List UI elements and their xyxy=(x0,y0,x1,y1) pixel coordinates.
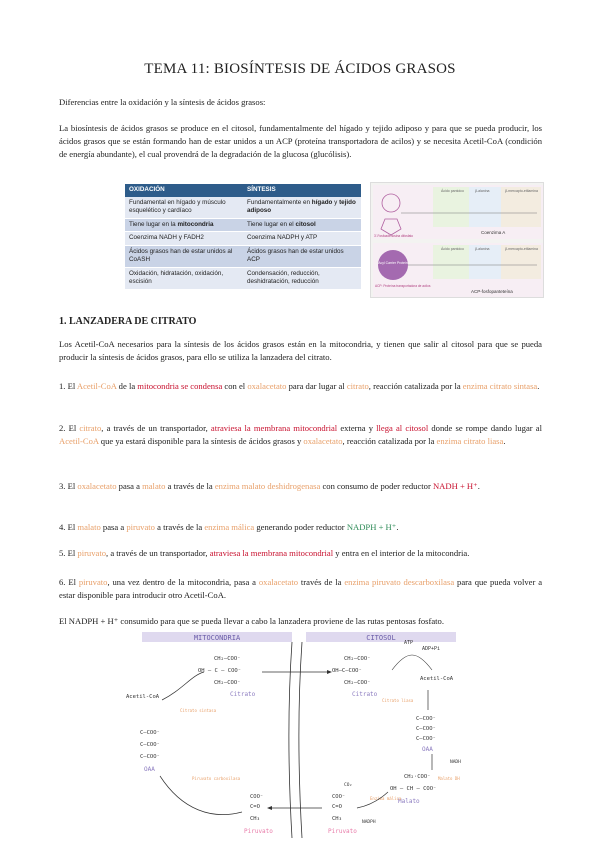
page-title: TEMA 11: BIOSÍNTESIS DE ÁCIDOS GRASOS xyxy=(144,61,456,77)
membrane-line-1 xyxy=(289,642,292,838)
piruvato-right-label: Piruvato xyxy=(328,828,357,835)
step-3: 3. El oxalacetato pasa a malato a través de la enzima malato deshidrogenasa con consumo de poder reductor NADH + H⁺. xyxy=(59,481,480,491)
nadph-label: NADPH xyxy=(362,820,376,825)
header-alanine-2: β-alanina xyxy=(475,247,490,251)
enz-malica-label: Enzima málica xyxy=(370,796,402,801)
cyto-label: CITOSOL xyxy=(366,634,396,642)
table-row xyxy=(125,245,361,267)
acp-label: ACP-fosfopanteteína xyxy=(471,289,513,294)
structure-text: C–COO⁻ xyxy=(416,716,436,722)
adp-label: ADP+Pi xyxy=(422,646,441,652)
comparison-table xyxy=(125,184,361,290)
citrate-shuttle-svg xyxy=(122,630,478,840)
atp-label: ATP xyxy=(404,640,414,646)
header-mercapto: β-mercapto-etilamina xyxy=(505,189,538,193)
structure-text: C–COO⁻ xyxy=(140,730,160,736)
diphosphate-label: 3'-Fosfoadenosina difosfato xyxy=(374,234,414,238)
structure-text: C–COO⁻ xyxy=(140,742,160,748)
structure-text: COO⁻ xyxy=(250,794,264,800)
header-mercapto-2: β-mercapto-etilamina xyxy=(505,247,538,251)
table-header-sintesis: SÍNTESIS xyxy=(243,184,361,197)
liasa-arrow xyxy=(392,655,432,670)
structure-text: C=O xyxy=(332,804,342,810)
acp-protein-circle xyxy=(378,250,408,280)
table-cell: Ácidos grasos han de estar unidos al CoASH xyxy=(125,245,243,267)
coa-label: Coenzima A xyxy=(481,230,506,235)
malato-label: Malato xyxy=(398,798,420,805)
oaa-left-label: OAA xyxy=(144,766,155,773)
header-pantoic: Ácido pantoico xyxy=(441,189,464,193)
table-cell: Ácidos grasos han de estar unidos ACP xyxy=(243,245,361,267)
sintasa-arrow xyxy=(162,672,204,700)
table-row xyxy=(125,218,361,232)
table-row xyxy=(125,267,361,289)
table-cell: Condensación, reducción, deshidratación, reducción xyxy=(243,267,361,289)
acp-protein-label: Acyl Carrier Protein xyxy=(378,261,408,265)
intro-text: Diferencias entre la oxidación y la síntesis de ácidos grasos: xyxy=(59,97,266,107)
table-cell: Oxidación, hidratación, oxidación, escisión xyxy=(125,267,243,289)
step-2: 2. El citrato, a través de un transportador, atraviesa la membrana mitocondrial externa y llega al citosol donde se rompe dando lugar al Acetil-CoA que ya estará disponible para la síntesis de ácidos grasos y oxalacetato, reacción catalizada por la enzima citrato liasa. xyxy=(59,423,542,446)
structure-text: C=O xyxy=(250,804,260,810)
table-cell: Fundamental en hígado y músculo esquelético y cardíaco xyxy=(125,197,243,219)
structure-text: CH₂–COO⁻ xyxy=(214,656,241,662)
citrate-shuttle-diagram xyxy=(122,630,478,840)
structure-text: CH₂–COO⁻ xyxy=(344,656,371,662)
enz-malato-label: Malato DH xyxy=(438,776,460,781)
structure-text: C–COO⁻ xyxy=(416,736,436,742)
table-cell: Coenzima NADPH y ATP xyxy=(243,232,361,246)
structure-text: C–COO⁻ xyxy=(140,754,160,760)
structure-text: CH₂·COO⁻ xyxy=(404,774,431,780)
step-5: 5. El piruvato, a través de un transportador, atraviesa la membrana mitocondrial y entra en el interior de la mitocondria. xyxy=(59,548,470,558)
alanine-band xyxy=(469,187,501,227)
structure-text: C–COO⁻ xyxy=(416,726,436,732)
acetil-right-label: Acetil-CoA xyxy=(420,676,454,682)
citrato-right-label: Citrato xyxy=(352,691,378,698)
table-cell: Fundamentalmente en hígado y tejido adiposo xyxy=(243,197,361,219)
step-1: 1. El Acetil-CoA de la mitocondria se condensa con el oxalacetato para dar lugar al citrato, reacción catalizada por la enzima citrato sintasa. xyxy=(59,381,540,391)
enz-liasa-label: Citrato liasa xyxy=(382,698,414,703)
step-6: 6. El piruvato, una vez dentro de la mitocondria, pasa a oxalacetato través de la enzima piruvato descarboxilasa para que pueda volver a estar disponible para introducir otro Acetil-CoA. xyxy=(59,577,543,600)
structure-text: OH – CH – COO⁻ xyxy=(390,786,437,792)
table-cell: Tiene lugar en la mitocondria xyxy=(125,218,243,232)
header-alanine: β-alanina xyxy=(475,189,490,193)
nadph-note: El NADPH + H⁺ consumido para que se pueda llevar a cabo la lanzadera proviene de las rutas pentosas fosfato. xyxy=(59,616,444,626)
section-heading: 1. LANZADERA DE CITRATO xyxy=(59,316,197,327)
pantoic-band xyxy=(433,187,469,227)
coenzyme-figure xyxy=(370,182,544,298)
paragraph-intro: La biosíntesis de ácidos grasos se produce en el citosol, fundamentalmente del hígado y tejido adiposo y para que se pueda producir, los ácidos grasos que se están formando han de estar unidos a un ACP (proteína transportadora de acilos) y se necesita Acetil-CoA (condición de energía abundante), el cual provendrá de la degradación de la glucosa (glucólisis). xyxy=(59,123,542,159)
co2-label: CO₂ xyxy=(344,783,353,788)
mercapto-band xyxy=(501,187,541,227)
table-header-row xyxy=(125,184,361,197)
step-4: 4. El malato pasa a piruvato a través de la enzima málica generando poder reductor NADPH + H⁺. xyxy=(59,522,399,532)
membrane-line-2 xyxy=(299,642,302,838)
arrow-head xyxy=(267,806,272,810)
coenzyme-figure-svg xyxy=(371,183,545,299)
structure-text: OH–C–COO⁻ xyxy=(332,668,362,674)
citrato-left-label: Citrato xyxy=(230,691,256,698)
acetil-left-label: Acetil-CoA xyxy=(126,694,160,700)
acp-caption: ACP: Proteína transportadora de acilos xyxy=(375,284,431,288)
structure-text: CH₃ xyxy=(250,816,260,822)
table-header-oxidacion: OXIDACIÓN xyxy=(125,184,243,197)
header-pantoic-2: Ácido pantoico xyxy=(441,247,464,251)
structure-text: CH₂–COO⁻ xyxy=(344,680,371,686)
structure-text: CH₂–COO⁻ xyxy=(214,680,241,686)
enz-sintasa-label: Citrato sintasa xyxy=(180,708,217,713)
nadh-label: NADH xyxy=(450,760,461,765)
piruvato-left-label: Piruvato xyxy=(244,828,273,835)
mito-label: MITOCONDRIA xyxy=(193,634,241,642)
oaa-right-label: OAA xyxy=(422,746,433,753)
section-intro: Los Acetil-CoA necesarios para la síntesis de los ácidos grasos están en la mitocondria, y tienen que salir al citosol para que se pueda producir la síntesis de ácidos grasos, para ello se utiliza la lanzadera del citrato. xyxy=(59,339,542,362)
table-row xyxy=(125,232,361,246)
carboxilasa-arrow xyxy=(160,776,242,815)
structure-text: OH – C – COO⁻ xyxy=(198,668,242,674)
table-row xyxy=(125,197,361,219)
table-cell: Coenzima NADH y FADH2 xyxy=(125,232,243,246)
structure-text: COO⁻ xyxy=(332,794,346,800)
table-cell: Tiene lugar en el citosol xyxy=(243,218,361,232)
structure-text: CH₃ xyxy=(332,816,342,822)
enz-piruvato-label: Piruvato carboxilasa xyxy=(192,776,241,781)
